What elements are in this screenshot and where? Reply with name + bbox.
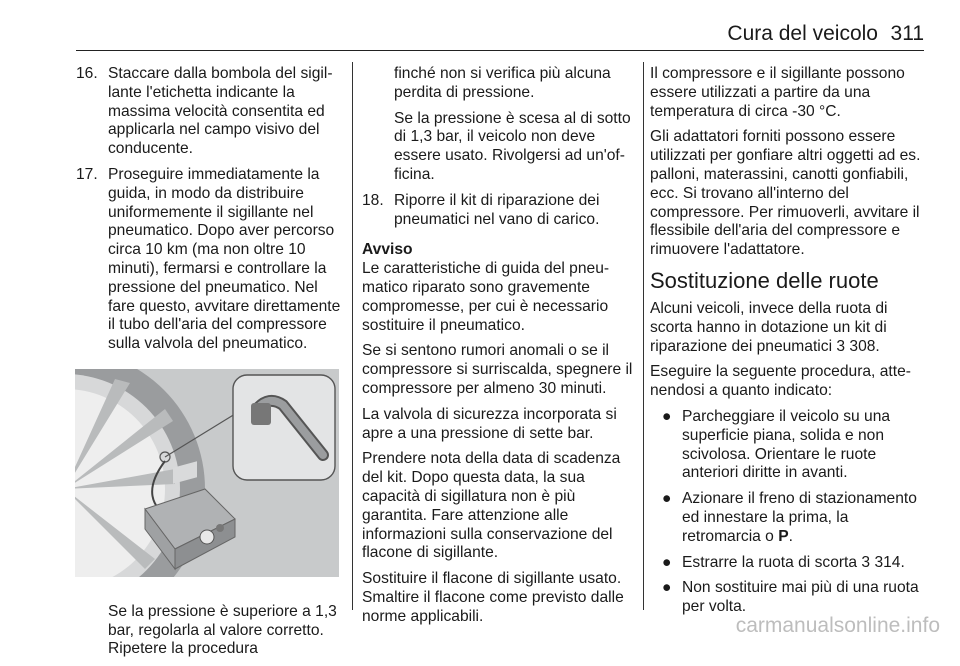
bullet-icon: ● [662,490,672,508]
column-2 [362,65,634,634]
bullet-icon: ● [662,407,672,425]
bullet-item [650,554,928,573]
bullet-text: Azionare il freno di stazionamento ed innestare la prima, la retromarcia o P. [682,490,917,545]
column-divider-1 [352,62,353,610]
page-ref-arrow-icon: 3 [861,553,871,571]
header-title: Cura del veicolo [727,22,878,45]
header-rule [76,50,924,51]
watermark: carmanualsonline.info [735,614,940,637]
notice-label: Avviso [362,241,413,259]
column-3 [650,65,928,624]
bullet-icon: ● [662,553,672,571]
step-text: Staccare dalla bombola del sigillante l'etichetta indicante la massima velocità consentita ed applicarla nel campo visivo del conducente. [108,65,333,158]
step-number: 18. [362,191,384,209]
notice-paragraph: Le caratteristiche di guida del pneumatico riparato sono gravemente compromesse, per cui è necessario sostituire il pneumatico. [362,260,610,334]
gear-p-label: P [778,527,789,545]
column-divider-2 [643,62,644,610]
paragraph: Il compressore e il sigillante possono essere utilizzati a partire da una temperatura di circa -30 °C. [650,65,905,120]
step-17 [76,166,341,354]
notice-paragraph: Prendere nota della data di scadenza del kit. Dopo questa data, la sua capacità di sigillatura non è più garantita. Fare attenzione alle informazioni sulla conservazione del flacone di sigillante. [362,450,621,562]
bullet-icon: ● [662,579,672,597]
bullet-item [650,408,928,483]
bullet-text: Estrarre la ruota di scorta 3 314. [682,553,905,571]
step-number: 16. [76,65,98,82]
paragraph: Se la pressione è superiore a 1,3 bar, regolarla al valore corretto. Ripetere la procedura [108,602,337,658]
column-1 [76,65,341,666]
notice-paragraph: Se si sentono rumori anomali o se il compressore si surriscalda, spegnere il compressore per almeno 30 minuti. [362,342,633,397]
notice-paragraph: La valvola di sicurezza incorporata si apre a una pressione di sette bar. [362,405,617,442]
bullet-item [650,579,928,617]
step-number: 17. [76,165,98,183]
page-number: 311 [890,22,924,45]
section-heading: Sostituzione delle ruote [650,267,879,293]
page-header [0,0,960,55]
notice-paragraph: Sostituire il flacone di sigillante usato. Smaltire il flacone come previsto dalle norme applicabili. [362,570,624,625]
paragraph: finché non si verifica più alcuna perdita di pressione. [394,65,611,101]
page-reference[interactable]: 308. [849,337,880,355]
bullet-text: Non sostituire mai più di una ruota per volta. [682,579,919,616]
paragraph: Alcuni veicoli, invece della ruota di scorta hanno in dotazione un kit di riparazione dei pneumatici 3 308. [650,299,888,355]
page-ref-arrow-icon: 3 [836,337,846,355]
compressor-illustration [75,369,339,577]
paragraph: Gli adattatori forniti possono essere utilizzati per gonfiare altri oggetti ad es. palloni, materassini, canotti gonfiabili, ecc. Si trovano all'interno del compressore. Per rimuoverli, avvitare il flessibile dell'aria del compressore e rimuovere l'adattatore. [650,128,921,259]
paragraph: Se la pressione è scesa al di sotto di 1,3 bar, il veicolo non deve essere usato. Rivolgersi ad un'officina. [394,109,631,183]
step-16 [76,65,341,159]
paragraph: Eseguire la seguente procedura, attenendosi a quanto indicato: [650,363,911,400]
page-reference[interactable]: 314. [874,553,905,571]
bullet-item [650,490,928,546]
step-text: Proseguire immediatamente la guida, in modo da distribuire uniformemente il sigillante nel pneumatico. Dopo aver percorso circa 10 km (ma non oltre 10 minuti), fermarsi e controllare la pressione del pneumatico. Nel fare questo, avvitare direttamente il tubo dell'aria del compressore sulla valvola del pneumatico. [108,165,341,353]
bullet-text: Parcheggiare il veicolo su una superficie piana, solida e non scivolosa. Orientare le ruote anteriori diritte in avanti. [682,407,891,482]
step-18 [362,192,634,230]
step-text: Riporre il kit di riparazione dei pneumatici nel vano di carico. [394,191,600,228]
